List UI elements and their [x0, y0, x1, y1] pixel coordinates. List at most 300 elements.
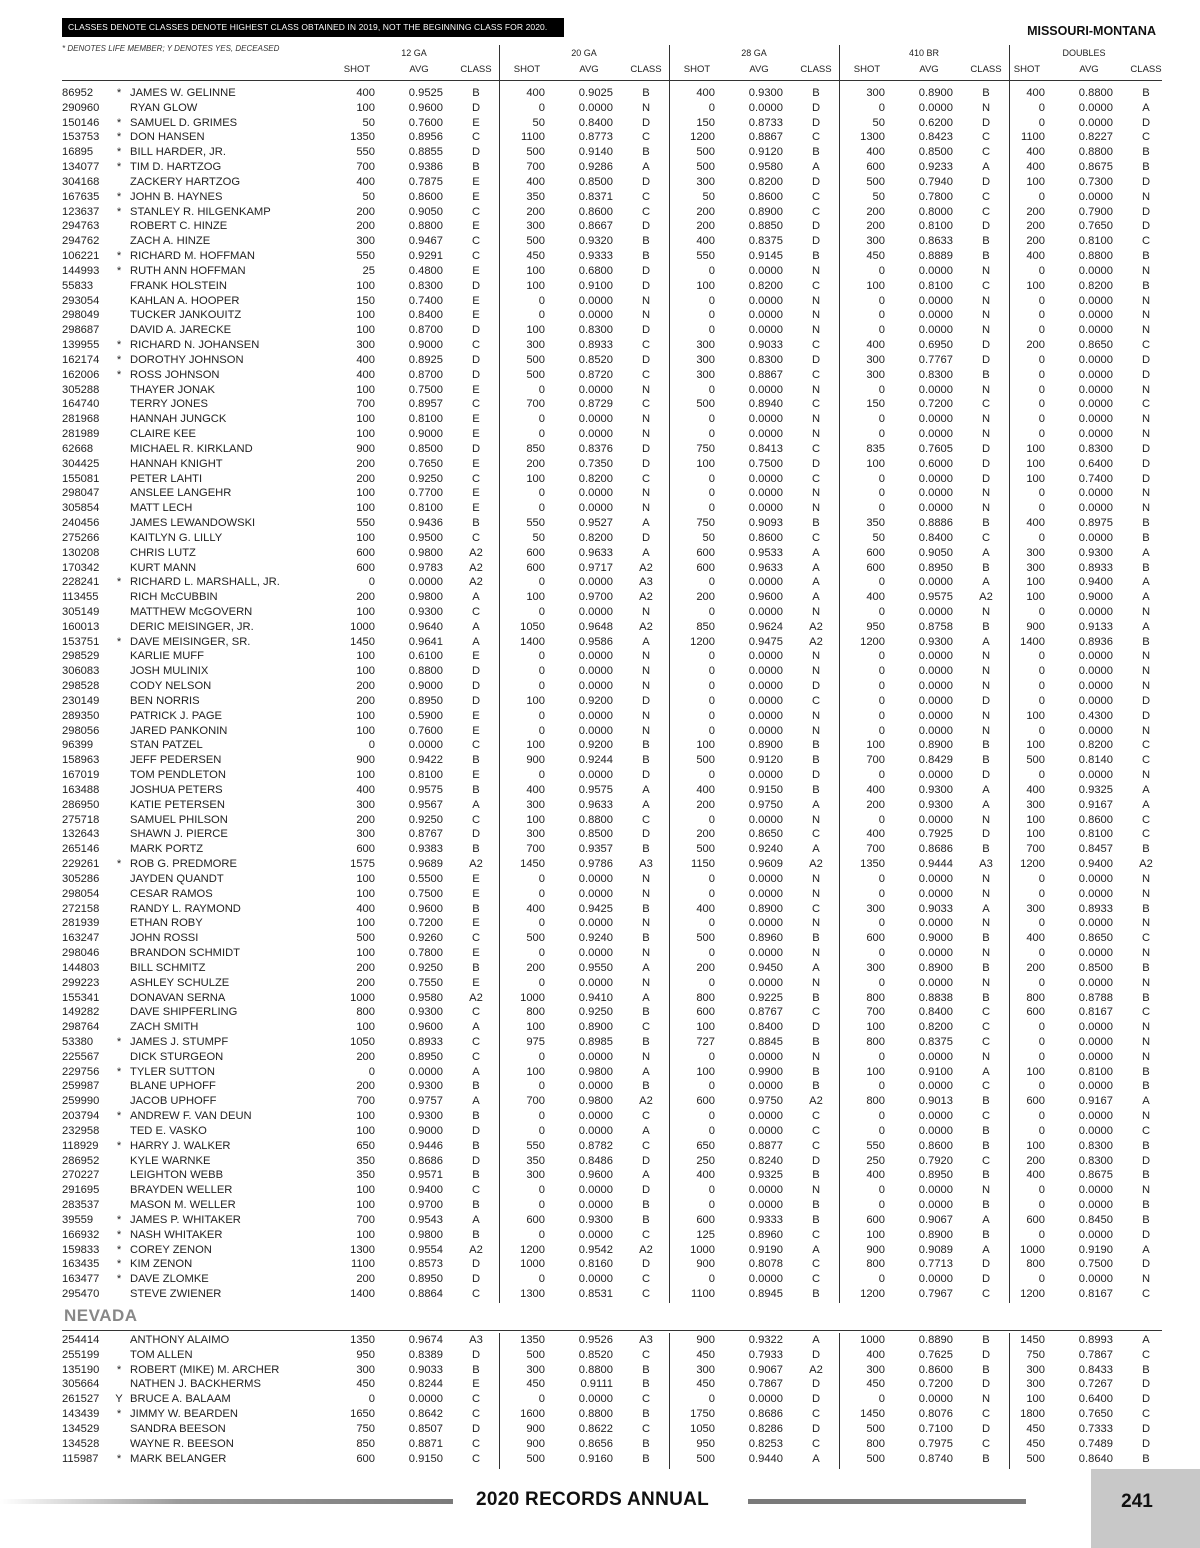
avg-28ga: 0.9067	[748, 1363, 783, 1376]
shot-doubles: 300	[1026, 561, 1045, 574]
shot-doubles: 0	[1038, 650, 1045, 663]
avg-410br: 0.8100	[918, 279, 953, 292]
class-410br: A	[982, 546, 990, 559]
avg-header-28ga: AVG	[749, 64, 769, 75]
avg-12ga: 0.5900	[408, 709, 443, 722]
class-28ga: N	[811, 309, 821, 322]
shot-12ga: 300	[356, 828, 375, 841]
member-flag: *	[116, 146, 122, 159]
shot-410br: 0	[878, 1110, 885, 1123]
table-row	[62, 679, 1162, 694]
class-20ga: N	[641, 709, 651, 722]
member-name: JOHN B. HAYNES	[130, 190, 223, 203]
avg-12ga: 0.8957	[408, 398, 443, 411]
avg-12ga: 0.8800	[408, 220, 443, 233]
class-12ga: C	[471, 813, 481, 826]
member-name: STAN PATZEL	[130, 739, 203, 752]
member-flag: *	[116, 1363, 122, 1376]
shot-20ga: 0	[538, 1050, 545, 1063]
class-20ga: B	[642, 1378, 650, 1391]
shot-12ga: 100	[356, 650, 375, 663]
shot-doubles: 0	[1038, 665, 1045, 678]
table-row	[62, 768, 1162, 783]
shot-410br: 0	[878, 976, 885, 989]
shot-20ga: 350	[526, 190, 545, 203]
shot-12ga: 700	[356, 161, 375, 174]
member-flag: *	[116, 1258, 122, 1271]
shot-410br: 0	[878, 1199, 885, 1212]
class-410br: N	[981, 947, 991, 960]
class-410br: D	[981, 116, 991, 129]
avg-20ga: 0.0000	[578, 413, 613, 426]
avg-28ga: 0.0000	[748, 264, 783, 277]
class-doubles: D	[1141, 442, 1151, 455]
shot-28ga: 0	[708, 1050, 715, 1063]
shot-20ga: 100	[526, 264, 545, 277]
avg-410br: 0.8400	[918, 1006, 953, 1019]
shot-doubles: 100	[1026, 1065, 1045, 1078]
avg-20ga: 0.9160	[578, 1452, 613, 1465]
class-28ga: C	[811, 1258, 821, 1271]
class-28ga: C	[811, 1110, 821, 1123]
avg-20ga: 0.8520	[578, 353, 613, 366]
class-28ga: A	[812, 1334, 820, 1346]
class-28ga: D	[811, 457, 821, 470]
shot-12ga: 700	[356, 398, 375, 411]
avg-28ga: 0.8078	[748, 1258, 783, 1271]
shot-doubles: 0	[1038, 264, 1045, 277]
class-doubles: N	[1141, 1036, 1151, 1048]
class-410br: N	[981, 309, 991, 322]
shot-20ga: 0	[538, 1393, 545, 1406]
member-id: 149282	[62, 1006, 100, 1019]
shot-410br: 800	[866, 1258, 885, 1271]
class-doubles: D	[1141, 1154, 1151, 1167]
class-20ga: B	[642, 739, 650, 752]
class-doubles: A	[1142, 1334, 1150, 1346]
class-20ga: C	[641, 1273, 651, 1286]
shot-doubles: 0	[1038, 605, 1045, 618]
class-12ga: D	[471, 146, 481, 159]
shot-410br: 0	[878, 665, 885, 678]
shot-12ga: 100	[356, 917, 375, 930]
avg-doubles: 0.0000	[1078, 1021, 1113, 1034]
shot-12ga: 100	[356, 502, 375, 515]
class-12ga: E	[472, 428, 480, 441]
table-row	[62, 1005, 1162, 1020]
shot-12ga: 200	[356, 220, 375, 233]
table-row	[62, 175, 1162, 190]
table-row	[62, 946, 1162, 961]
avg-410br: 0.0000	[918, 872, 953, 885]
shot-20ga: 50	[532, 116, 545, 129]
avg-doubles: 0.0000	[1078, 428, 1113, 441]
shot-28ga: 0	[708, 650, 715, 663]
shot-doubles: 300	[1026, 1363, 1045, 1376]
avg-12ga: 0.9300	[408, 1006, 443, 1019]
class-410br: A2	[979, 591, 993, 604]
avg-410br: 0.0000	[918, 264, 953, 277]
shot-28ga: 800	[696, 991, 715, 1004]
class-410br: C	[981, 279, 991, 292]
shot-12ga: 1400	[350, 1288, 375, 1301]
avg-410br: 0.9033	[918, 902, 953, 915]
shot-doubles: 400	[1026, 161, 1045, 174]
shot-doubles: 0	[1038, 368, 1045, 381]
shot-28ga: 0	[708, 680, 715, 693]
avg-12ga: 0.8864	[408, 1288, 443, 1301]
shot-12ga: 150	[356, 294, 375, 307]
shot-doubles: 0	[1038, 680, 1045, 693]
avg-doubles: 0.8933	[1078, 561, 1113, 574]
class-12ga: D	[471, 1154, 481, 1167]
avg-28ga: 0.9120	[748, 754, 783, 767]
class-doubles: N	[1141, 976, 1151, 989]
shot-28ga: 0	[708, 1124, 715, 1137]
table-row	[62, 205, 1162, 220]
class-28ga: B	[812, 739, 820, 752]
avg-28ga: 0.8850	[748, 220, 783, 233]
avg-doubles: 0.0000	[1078, 368, 1113, 381]
class-28ga: B	[812, 1169, 820, 1182]
class-12ga: C	[471, 339, 481, 352]
class-12ga: E	[472, 190, 480, 203]
shot-header-12ga: SHOT	[343, 64, 371, 75]
shot-410br: 1450	[860, 1408, 885, 1421]
class-12ga: E	[472, 220, 480, 233]
shot-20ga: 0	[538, 1184, 545, 1197]
avg-doubles: 0.9133	[1078, 620, 1113, 633]
class-410br: D	[981, 1273, 991, 1286]
class-12ga: C	[471, 1036, 481, 1048]
member-id: 286952	[62, 1154, 100, 1167]
avg-20ga: 0.0000	[578, 1050, 613, 1063]
member-id: 115987	[62, 1452, 99, 1465]
class-doubles: C	[1141, 754, 1151, 767]
member-name: JOSHUA PETERS	[130, 783, 223, 796]
member-name: CODY NELSON	[130, 680, 212, 693]
avg-20ga: 0.9200	[578, 694, 613, 707]
shot-12ga: 200	[356, 694, 375, 707]
shot-28ga: 550	[696, 250, 715, 263]
avg-12ga: 0.9640	[408, 620, 443, 633]
member-name: KATIE PETERSEN	[130, 798, 225, 811]
class-28ga: C	[811, 1006, 821, 1019]
class-20ga: D	[641, 324, 651, 337]
shot-doubles: 0	[1038, 1124, 1045, 1137]
class-20ga: N	[641, 502, 651, 515]
avg-28ga: 0.8200	[748, 175, 783, 188]
shot-12ga: 200	[356, 457, 375, 470]
avg-28ga: 0.9609	[748, 858, 783, 871]
avg-28ga: 0.0000	[748, 487, 783, 500]
avg-410br: 0.9013	[918, 1095, 953, 1108]
shot-12ga: 300	[356, 235, 375, 248]
class-28ga: N	[811, 872, 821, 885]
class-20ga: B	[642, 902, 650, 915]
avg-28ga: 0.9900	[748, 1065, 783, 1078]
member-name: MATT LECH	[130, 502, 193, 515]
table-row	[62, 279, 1162, 294]
member-name: ASHLEY SCHULZE	[130, 976, 230, 989]
avg-28ga: 0.0000	[748, 1050, 783, 1063]
class-28ga: N	[811, 650, 821, 663]
avg-doubles: 0.0000	[1078, 680, 1113, 693]
avg-12ga: 0.8700	[408, 324, 443, 337]
shot-doubles: 0	[1038, 190, 1045, 203]
member-flag: *	[116, 1213, 122, 1226]
member-name: ZACKERY HARTZOG	[130, 175, 241, 188]
avg-12ga: 0.9300	[408, 605, 443, 618]
class-28ga: B	[812, 1199, 820, 1212]
table-row	[62, 1050, 1162, 1065]
class-doubles: N	[1141, 917, 1151, 930]
member-name: DON HANSEN	[130, 131, 205, 144]
shot-28ga: 0	[708, 1273, 715, 1286]
shot-410br: 300	[866, 961, 885, 974]
avg-12ga: 0.9674	[408, 1334, 443, 1346]
shot-doubles: 400	[1026, 1169, 1045, 1182]
class-28ga: C	[811, 131, 821, 144]
class-doubles: C	[1141, 1408, 1151, 1421]
shot-20ga: 350	[526, 1154, 545, 1167]
class-12ga: D	[471, 324, 481, 337]
class-20ga: B	[642, 235, 650, 248]
avg-410br: 0.7200	[918, 1378, 953, 1391]
shot-12ga: 500	[356, 932, 375, 945]
avg-doubles: 0.7650	[1078, 220, 1113, 233]
class-doubles: B	[1142, 87, 1150, 99]
shot-doubles: 0	[1038, 413, 1045, 426]
class-20ga: C	[641, 205, 651, 218]
shot-doubles: 900	[1026, 620, 1045, 633]
avg-12ga: 0.9571	[408, 1169, 443, 1182]
shot-12ga: 600	[356, 1452, 375, 1465]
shot-doubles: 0	[1038, 976, 1045, 989]
shot-20ga: 0	[538, 709, 545, 722]
class-12ga: D	[471, 101, 481, 114]
member-id: 144993	[62, 264, 100, 277]
avg-doubles: 0.7400	[1078, 472, 1113, 485]
avg-20ga: 0.9717	[578, 561, 613, 574]
member-id: 134529	[62, 1422, 100, 1435]
shot-28ga: 200	[696, 591, 715, 604]
shot-410br: 0	[878, 1184, 885, 1197]
class-28ga: D	[811, 353, 821, 366]
member-name: BILL HARDER, JR.	[130, 146, 226, 159]
shot-doubles: 0	[1038, 383, 1045, 396]
shot-28ga: 0	[708, 502, 715, 515]
shot-12ga: 1050	[350, 1036, 375, 1048]
class-28ga: C	[811, 828, 821, 841]
avg-12ga: 0.8100	[408, 769, 443, 782]
class-410br: N	[981, 976, 991, 989]
avg-doubles: 0.8993	[1078, 1334, 1113, 1346]
class-20ga: A	[642, 635, 650, 648]
member-id: 298054	[62, 887, 100, 900]
class-12ga: C	[471, 1452, 481, 1465]
avg-28ga: 0.0000	[748, 976, 783, 989]
shot-28ga: 0	[708, 694, 715, 707]
shot-12ga: 100	[356, 1184, 375, 1197]
avg-doubles: 0.8227	[1078, 131, 1113, 144]
member-name: WAYNE R. BEESON	[130, 1437, 234, 1450]
class-doubles: D	[1141, 1422, 1151, 1435]
shot-doubles: 0	[1038, 887, 1045, 900]
avg-doubles: 0.9400	[1078, 576, 1113, 589]
shot-12ga: 400	[356, 353, 375, 366]
member-id: 160013	[62, 620, 100, 633]
avg-12ga: 0.9033	[408, 1363, 443, 1376]
avg-12ga: 0.9700	[408, 1199, 443, 1212]
class-410br: A3	[979, 858, 993, 871]
shot-doubles: 400	[1026, 783, 1045, 796]
shot-doubles: 100	[1026, 576, 1045, 589]
class-doubles: B	[1142, 161, 1150, 174]
shot-20ga: 500	[526, 932, 545, 945]
member-name: RICH McCUBBIN	[130, 591, 218, 604]
avg-28ga: 0.8900	[748, 205, 783, 218]
class-12ga: E	[472, 724, 480, 737]
avg-28ga: 0.0000	[748, 813, 783, 826]
shot-doubles: 400	[1026, 932, 1045, 945]
avg-doubles: 0.8100	[1078, 235, 1113, 248]
class-doubles: N	[1141, 264, 1151, 277]
class-28ga: C	[811, 398, 821, 411]
avg-410br: 0.8076	[918, 1408, 953, 1421]
avg-20ga: 0.9800	[578, 1065, 613, 1078]
table-row	[62, 931, 1162, 946]
member-name: STEVE ZWIENER	[130, 1288, 222, 1301]
class-28ga: D	[811, 175, 821, 188]
shot-20ga: 0	[538, 1080, 545, 1093]
avg-20ga: 0.0000	[578, 1110, 613, 1123]
member-id: 304168	[62, 175, 100, 188]
member-name: JAMES P. WHITAKER	[130, 1213, 241, 1226]
class-doubles: B	[1142, 250, 1150, 263]
table-row	[62, 412, 1162, 427]
shot-28ga: 50	[702, 190, 715, 203]
avg-28ga: 0.0000	[748, 472, 783, 485]
avg-12ga: 0.9386	[408, 161, 443, 174]
avg-28ga: 0.8650	[748, 828, 783, 841]
class-410br: D	[981, 1348, 991, 1361]
class-410br: C	[981, 190, 991, 203]
class-12ga: D	[471, 353, 481, 366]
shot-12ga: 200	[356, 976, 375, 989]
avg-410br: 0.7200	[918, 398, 953, 411]
class-doubles: N	[1141, 650, 1151, 663]
avg-doubles: 0.8650	[1078, 932, 1113, 945]
avg-410br: 0.0000	[918, 724, 953, 737]
class-doubles: N	[1141, 383, 1151, 396]
shot-doubles: 0	[1038, 324, 1045, 337]
avg-doubles: 0.7650	[1078, 1408, 1113, 1421]
avg-doubles: 0.8675	[1078, 161, 1113, 174]
class-28ga: N	[811, 709, 821, 722]
class-20ga: C	[641, 472, 651, 485]
shot-28ga: 500	[696, 146, 715, 159]
member-flag: *	[116, 576, 122, 589]
class-28ga: B	[812, 146, 820, 159]
class-410br: C	[981, 1288, 991, 1301]
member-flag: *	[116, 1036, 122, 1048]
member-flag: *	[116, 131, 122, 144]
shot-12ga: 450	[356, 1378, 375, 1391]
avg-12ga: 0.8855	[408, 146, 443, 159]
avg-12ga: 0.9250	[408, 813, 443, 826]
class-doubles: N	[1141, 487, 1151, 500]
avg-28ga: 0.8200	[748, 279, 783, 292]
member-name: COREY ZENON	[130, 1243, 212, 1256]
shot-410br: 0	[878, 709, 885, 722]
shot-28ga: 727	[696, 1036, 715, 1048]
avg-12ga: 0.8300	[408, 279, 443, 292]
member-id: 281968	[62, 413, 100, 426]
avg-12ga: 0.7700	[408, 487, 443, 500]
member-name: MICHAEL R. KIRKLAND	[130, 442, 253, 455]
shot-20ga: 0	[538, 724, 545, 737]
shot-410br: 0	[878, 1124, 885, 1137]
shot-12ga: 1350	[350, 131, 375, 144]
shot-20ga: 0	[538, 917, 545, 930]
avg-doubles: 0.8100	[1078, 828, 1113, 841]
member-name: TOM ALLEN	[130, 1348, 193, 1361]
avg-410br: 0.9089	[918, 1243, 953, 1256]
member-flag: *	[116, 116, 122, 129]
table-row	[62, 1109, 1162, 1124]
state-title: MISSOURI-MONTANA	[1027, 24, 1156, 38]
shot-20ga: 100	[526, 694, 545, 707]
member-id: 261527	[62, 1393, 100, 1406]
avg-20ga: 0.0000	[578, 294, 613, 307]
shot-410br: 800	[866, 991, 885, 1004]
class-20ga: B	[642, 1363, 650, 1376]
shot-12ga: 550	[356, 146, 375, 159]
member-name: BILL SCHMITZ	[130, 961, 206, 974]
class-20ga: A2	[639, 1095, 653, 1108]
class-doubles: A	[1142, 101, 1150, 114]
avg-28ga: 0.9190	[748, 1243, 783, 1256]
member-id: 275266	[62, 531, 100, 544]
avg-12ga: 0.9600	[408, 1021, 443, 1034]
avg-28ga: 0.9750	[748, 1095, 783, 1108]
class-20ga: C	[641, 398, 651, 411]
class-12ga: E	[472, 457, 480, 470]
shot-doubles: 0	[1038, 531, 1045, 544]
table-row	[62, 1228, 1162, 1243]
section-rule	[62, 1330, 1162, 1331]
shot-12ga: 600	[356, 561, 375, 574]
shot-20ga: 300	[526, 798, 545, 811]
class-410br: N	[981, 665, 991, 678]
class-doubles: C	[1141, 235, 1151, 248]
avg-doubles: 0.0000	[1078, 353, 1113, 366]
class-12ga: E	[472, 709, 480, 722]
class-410br: N	[981, 264, 991, 277]
footer-title: 2020 RECORDS ANNUAL	[476, 1489, 710, 1510]
avg-doubles: 0.0000	[1078, 1228, 1113, 1241]
shot-20ga: 0	[538, 1124, 545, 1137]
shot-20ga: 100	[526, 591, 545, 604]
avg-doubles: 0.8800	[1078, 87, 1113, 99]
shot-410br: 300	[866, 353, 885, 366]
avg-28ga: 0.8900	[748, 739, 783, 752]
member-id: 167019	[62, 769, 100, 782]
class-doubles: D	[1141, 116, 1151, 129]
shot-doubles: 0	[1038, 101, 1045, 114]
shot-410br: 0	[878, 872, 885, 885]
